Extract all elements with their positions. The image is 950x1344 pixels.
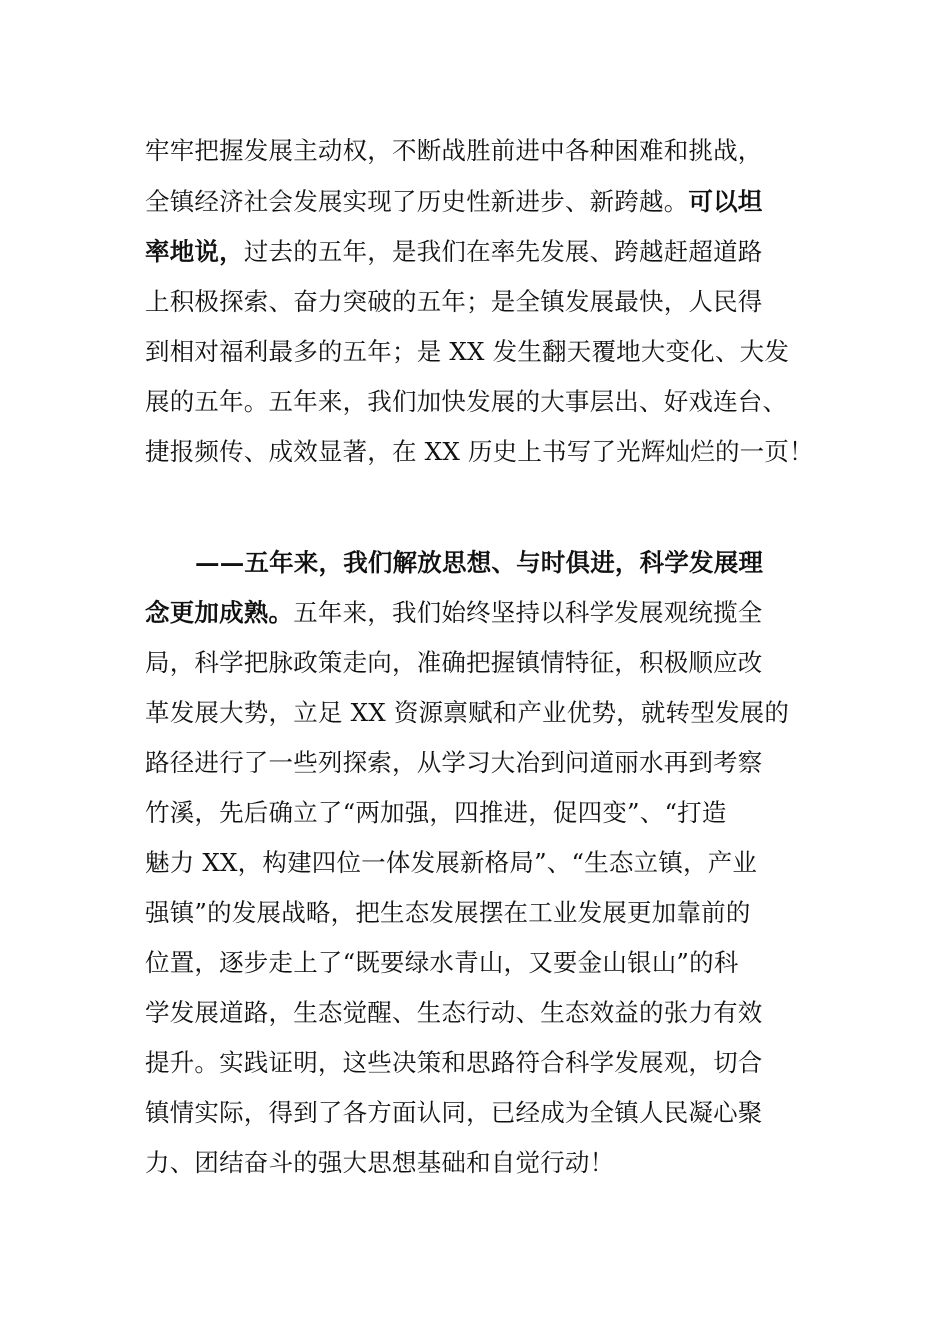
bold-text-run: 念更加成熟。: [145, 598, 294, 627]
text-line: [145, 998, 763, 1028]
text-line: [145, 798, 727, 828]
text-line: [145, 136, 763, 166]
text-run: 局，科学把脉政策走向，准确把握镇情特征，积极顺应改: [145, 648, 763, 677]
text-line: [145, 898, 751, 928]
text-run: 力、团结奋斗的强大思想基础和自觉行动！: [145, 1148, 615, 1177]
text-run: 竹溪，先后确立了“两加强，四推进，促四变”、“打造: [145, 798, 727, 827]
text-run: 过去的五年，是我们在率先发展、跨越赶超道路: [243, 237, 763, 266]
text-line: [145, 187, 763, 217]
text-line: [195, 548, 763, 578]
text-line: [145, 648, 763, 678]
text-run: 路径进行了一些列探索，从学习大冶到问道丽水再到考察: [145, 748, 763, 777]
text-line: [145, 598, 763, 628]
bold-text-run: 率地说，: [145, 237, 244, 266]
text-run: 全镇经济社会发展实现了历史性新进步、新跨越。: [145, 187, 689, 216]
text-run: 魅力 XX，构建四位一体发展新格局”、“生态立镇，产业: [145, 848, 758, 877]
text-line: [145, 748, 763, 778]
text-line: [145, 287, 763, 317]
text-run: 牢牢把握发展主动权，不断战胜前进中各种困难和挑战，: [145, 136, 763, 165]
text-run: 提升。实践证明，这些决策和思路符合科学发展观，切合: [145, 1048, 763, 1077]
text-line: [145, 1048, 763, 1078]
text-run: 上积极探索、奋力突破的五年；是全镇发展最快，人民得: [145, 287, 763, 316]
bold-text-run: 可以坦: [688, 187, 763, 216]
text-line: [145, 1148, 614, 1178]
text-run: 展的五年。五年来，我们加快发展的大事层出、好戏连台、: [145, 387, 788, 416]
text-line: [145, 387, 787, 417]
text-line: [145, 948, 739, 978]
text-line: [145, 237, 763, 267]
text-line: [145, 848, 757, 878]
text-line: [145, 337, 789, 367]
text-line: [145, 437, 814, 467]
text-run: 镇情实际，得到了各方面认同，已经成为全镇人民凝心聚: [145, 1098, 763, 1127]
text-run: 位置，逐步走上了“既要绿水青山，又要金山银山”的科: [145, 948, 739, 977]
text-run: 革发展大势，立足 XX 资源禀赋和产业优势，就转型发展的: [145, 698, 790, 727]
text-run: 五年来，我们始终坚持以科学发展观统揽全: [293, 598, 763, 627]
text-run: 到相对福利最多的五年；是 XX 发生翻天覆地大变化、大发: [145, 337, 790, 366]
text-run: 强镇”的发展战略，把生态发展摆在工业发展更加靠前的: [145, 898, 751, 927]
text-run: 捷报频传、成效显著，在 XX 历史上书写了光辉灿烂的一页！: [145, 437, 814, 466]
text-line: [145, 698, 789, 728]
bold-text-run: ——五年来，我们解放思想、与时俱进，科学发展理: [195, 548, 764, 577]
text-run: 学发展道路，生态觉醒、生态行动、生态效益的张力有效: [145, 998, 763, 1027]
text-line: [145, 1098, 763, 1128]
